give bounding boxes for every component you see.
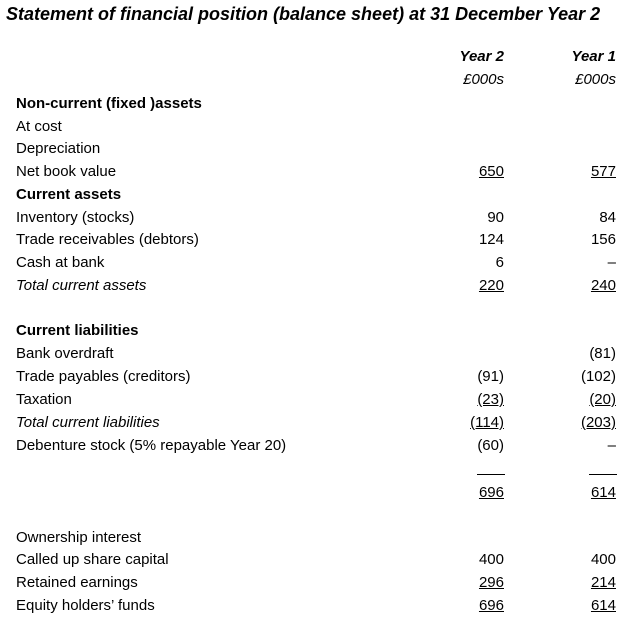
row-at-cost — [0, 118, 633, 140]
value-year2: 650 — [478, 163, 504, 180]
value-year1: 577 — [590, 163, 616, 180]
value-year1: 400 — [590, 551, 616, 568]
section-heading-current-assets — [0, 186, 633, 208]
value-year1: (102) — [580, 368, 616, 385]
section-heading-ownership-interest — [0, 529, 633, 551]
row-equity-holders-funds — [0, 597, 633, 619]
section-heading-current-liabilities — [0, 322, 633, 344]
row-label: Current liabilities — [16, 322, 139, 339]
value-year1: 614 — [590, 597, 616, 614]
value-year2: (60) — [477, 437, 504, 454]
row-bank-overdraft — [0, 345, 633, 367]
value-year1: 156 — [590, 231, 616, 248]
value-year2: 124 — [478, 231, 504, 248]
value-year1: (203) — [580, 414, 616, 431]
value-year2: 696 — [478, 484, 504, 501]
row-cash-at-bank — [0, 254, 633, 276]
value-year2: 90 — [487, 209, 504, 226]
row-label: Non-current (fixed )assets — [16, 95, 202, 112]
statement-title: Statement of financial position (balance sheet) at 31 December Year 2 — [6, 4, 601, 24]
row-net-assets — [0, 484, 633, 506]
row-depreciation — [0, 140, 633, 162]
value-year1: (20) — [589, 391, 616, 408]
value-year1: 240 — [590, 277, 616, 294]
column-header-year1: Year 1 — [571, 48, 616, 65]
row-label: Depreciation — [16, 140, 101, 157]
value-year2: 296 — [478, 574, 504, 591]
column-header-year2: Year 2 — [459, 48, 504, 65]
row-inventory — [0, 209, 633, 231]
value-year2: 6 — [495, 254, 504, 271]
row-label: Retained earnings — [16, 574, 138, 591]
row-label: Taxation — [16, 391, 72, 408]
row-label: Debenture stock (5% repayable Year 20) — [16, 437, 287, 454]
value-year2: 696 — [478, 597, 504, 614]
value-year1: 84 — [599, 209, 616, 226]
row-label: Called up share capital — [16, 551, 169, 568]
row-total-current-liabilities — [0, 414, 633, 436]
row-label: Total current assets — [16, 277, 147, 294]
value-year2: (91) — [477, 368, 504, 385]
row-label: Ownership interest — [16, 529, 142, 546]
section-heading-noncurrent-assets — [0, 95, 633, 117]
subtotal-rule-year2 — [477, 474, 505, 475]
value-year1: – — [607, 254, 616, 271]
value-year2: 400 — [478, 551, 504, 568]
value-year1: 614 — [590, 484, 616, 501]
value-year2: (23) — [477, 391, 504, 408]
row-label: Trade receivables (debtors) — [16, 231, 199, 248]
subtotal-rule-year1 — [589, 474, 617, 475]
row-trade-payables — [0, 368, 633, 390]
row-share-capital — [0, 551, 633, 573]
value-year1: – — [607, 437, 616, 454]
row-label: Total current liabilities — [16, 414, 160, 431]
row-net-book-value — [0, 163, 633, 185]
row-label: Current assets — [16, 186, 122, 203]
row-label: Net book value — [16, 163, 117, 180]
row-trade-receivables — [0, 231, 633, 253]
row-label: Equity holders’ funds — [16, 597, 155, 614]
value-year1: 214 — [590, 574, 616, 591]
column-unit-year1: £000s — [575, 71, 616, 88]
row-label: At cost — [16, 118, 62, 135]
row-total-current-assets — [0, 277, 633, 299]
value-year2: 220 — [478, 277, 504, 294]
column-unit-year2: £000s — [463, 71, 504, 88]
row-debenture-stock — [0, 437, 633, 459]
row-taxation — [0, 391, 633, 413]
row-label: Inventory (stocks) — [16, 209, 135, 226]
value-year1: (81) — [589, 345, 616, 362]
value-year2: (114) — [470, 414, 504, 431]
row-label: Cash at bank — [16, 254, 105, 271]
row-label: Trade payables (creditors) — [16, 368, 191, 385]
row-label: Bank overdraft — [16, 345, 114, 362]
row-retained-earnings — [0, 574, 633, 596]
